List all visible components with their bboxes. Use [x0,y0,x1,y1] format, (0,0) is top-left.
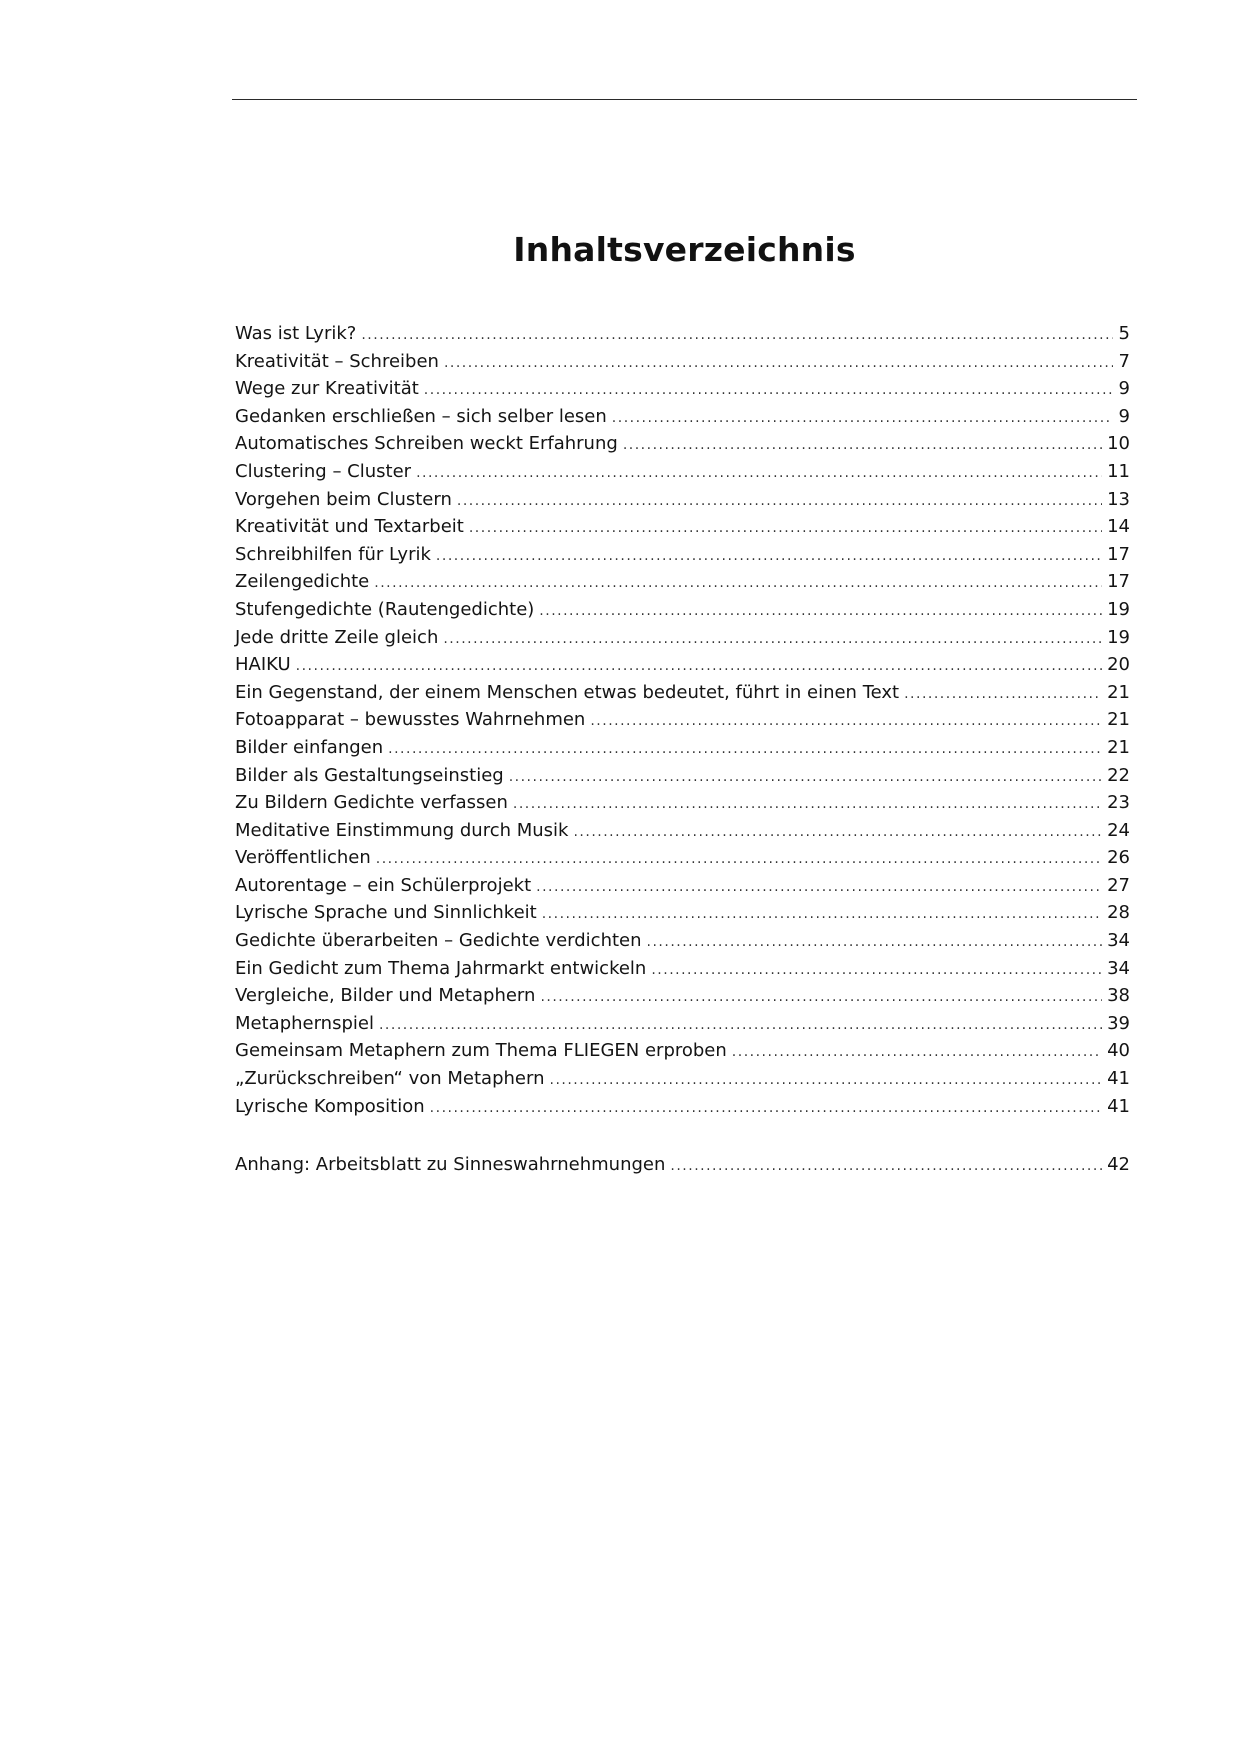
dot-leader [296,653,1102,681]
entry-title: Zeilengedichte [235,571,370,593]
entry-title: Ein Gegenstand, der einem Menschen etwas bedeutet, führt in einen Text [235,681,900,703]
entry-title: Anhang: Arbeitsblatt zu Sinneswahrnehmungen [235,1154,666,1176]
toc-entry [235,762,1130,790]
dot-leader [513,791,1102,819]
entry-title: Clustering – Cluster [235,460,412,482]
toc-entry [235,1093,1130,1121]
entry-page-number: 21 [1107,736,1130,758]
entry-page-number: 24 [1107,819,1130,841]
entry-page-number: 9 [1118,405,1130,427]
entry-title: Was ist Lyrik? [235,323,357,344]
entry-page-number: 28 [1107,902,1130,924]
dot-leader [732,1039,1102,1067]
dot-leader [416,460,1102,488]
entry-title: Fotoapparat – bewusstes Wahrnehmen [235,709,586,731]
dot-leader [469,515,1102,543]
entry-page-number: 13 [1107,488,1130,510]
entry-title: Ein Gedicht zum Thema Jahrmarkt entwickeln [235,957,647,979]
toc-entry [235,1065,1130,1093]
entry-page-number: 22 [1107,764,1130,786]
toc-entry [235,430,1130,458]
entry-page-number: 20 [1107,654,1130,676]
entry-page-number: 38 [1107,985,1130,1007]
toc-entry [235,789,1130,817]
header-rule [232,99,1137,100]
entry-page-number: 39 [1107,1012,1130,1034]
dot-leader [361,322,1113,350]
dot-leader [444,350,1113,378]
dot-leader [623,432,1102,460]
entry-page-number: 23 [1107,792,1130,814]
entry-title: Metaphernspiel [235,1012,374,1034]
entry-page-number: 21 [1107,681,1130,703]
entry-title: Zu Bildern Gedichte verfassen [235,792,508,814]
entry-page-number: 34 [1107,930,1130,952]
toc-entry [235,624,1130,652]
entry-page-number: 14 [1107,516,1130,538]
entry-page-number: 40 [1107,1040,1130,1062]
toc-entry [235,982,1130,1010]
dot-leader [612,405,1113,433]
dot-leader [904,681,1102,709]
toc-entry [235,486,1130,514]
toc-entry [235,706,1130,734]
entry-page-number: 41 [1107,1068,1130,1090]
entry-page-number: 5 [1118,323,1130,344]
entry-page-number: 7 [1118,350,1130,372]
entry-title: Gemeinsam Metaphern zum Thema FLIEGEN erproben [235,1040,727,1062]
dot-leader [443,626,1102,654]
dot-leader [457,488,1102,516]
dot-leader [647,929,1103,957]
entry-title: Bilder als Gestaltungseinstieg [235,764,504,786]
toc-entry [235,734,1130,762]
entry-title: „Zurückschreiben“ von Metaphern [235,1068,545,1090]
entry-page-number: 34 [1107,957,1130,979]
entry-title: Veröffentlichen [235,847,371,869]
toc-entry [235,403,1130,431]
toc-entry [235,899,1130,927]
entry-page-number: 21 [1107,709,1130,731]
dot-leader [651,957,1102,985]
toc-entry [235,927,1130,955]
toc-entry [235,458,1130,486]
toc-entry [235,375,1130,403]
table-of-contents [235,320,1130,1179]
entry-title: Vergleiche, Bilder und Metaphern [235,985,536,1007]
entry-title: Meditative Einstimmung durch Musik [235,819,569,841]
entry-title: Kreativität und Textarbeit [235,516,464,538]
dot-leader [376,846,1102,874]
entry-title: Schreibhilfen für Lyrik [235,543,431,565]
toc-entry [235,568,1130,596]
toc-appendix-entry [235,1151,1130,1179]
dot-leader [379,1012,1102,1040]
dot-leader [550,1067,1103,1095]
toc-entry [235,1037,1130,1065]
dot-leader [509,764,1102,792]
toc-entry [235,872,1130,900]
entry-page-number: 42 [1107,1154,1130,1176]
entry-title: Vorgehen beim Clustern [235,488,452,510]
entry-title: Lyrische Sprache und Sinnlichkeit [235,902,537,924]
dot-leader [436,543,1102,571]
toc-entry [235,817,1130,845]
toc-entry [235,679,1130,707]
entry-title: Stufengedichte (Rautengedichte) [235,598,535,620]
entry-title: Gedichte überarbeiten – Gedichte verdichten [235,930,642,952]
dot-leader [388,736,1102,764]
toc-entry [235,1010,1130,1038]
entry-page-number: 19 [1107,626,1130,648]
dot-leader [590,708,1102,736]
entry-title: Jede dritte Zeile gleich [235,626,439,648]
entry-title: Kreativität – Schreiben [235,350,439,372]
dot-leader [542,901,1102,929]
toc-entry [235,320,1130,348]
dot-leader [539,598,1102,626]
toc-entry [235,955,1130,983]
dot-leader [430,1095,1102,1123]
entry-page-number: 17 [1107,543,1130,565]
entry-page-number: 10 [1107,433,1130,455]
dot-leader [540,984,1102,1012]
toc-entry [235,596,1130,624]
entry-title: Automatisches Schreiben weckt Erfahrung [235,433,618,455]
entry-page-number: 19 [1107,598,1130,620]
entry-page-number: 27 [1107,874,1130,896]
toc-entry [235,844,1130,872]
entry-page-number: 11 [1107,460,1130,482]
entry-title: Lyrische Komposition [235,1095,425,1117]
dot-leader [573,819,1102,847]
entry-title: Bilder einfangen [235,736,384,758]
entry-title: Gedanken erschließen – sich selber lesen [235,405,607,427]
entry-page-number: 26 [1107,847,1130,869]
entry-page-number: 9 [1118,378,1130,400]
dot-leader [374,570,1102,598]
toc-entry [235,513,1130,541]
entry-title: Autorentage – ein Schülerprojekt [235,874,532,896]
toc-entry [235,348,1130,376]
entry-page-number: 41 [1107,1095,1130,1117]
dot-leader [536,874,1102,902]
dot-leader [670,1153,1102,1181]
page-title: Inhaltsverzeichnis [513,230,856,269]
entry-page-number: 17 [1107,571,1130,593]
entry-title: Wege zur Kreativität [235,378,419,400]
toc-entry [235,651,1130,679]
dot-leader [424,377,1113,405]
entry-title: HAIKU [235,654,291,676]
toc-entry [235,541,1130,569]
